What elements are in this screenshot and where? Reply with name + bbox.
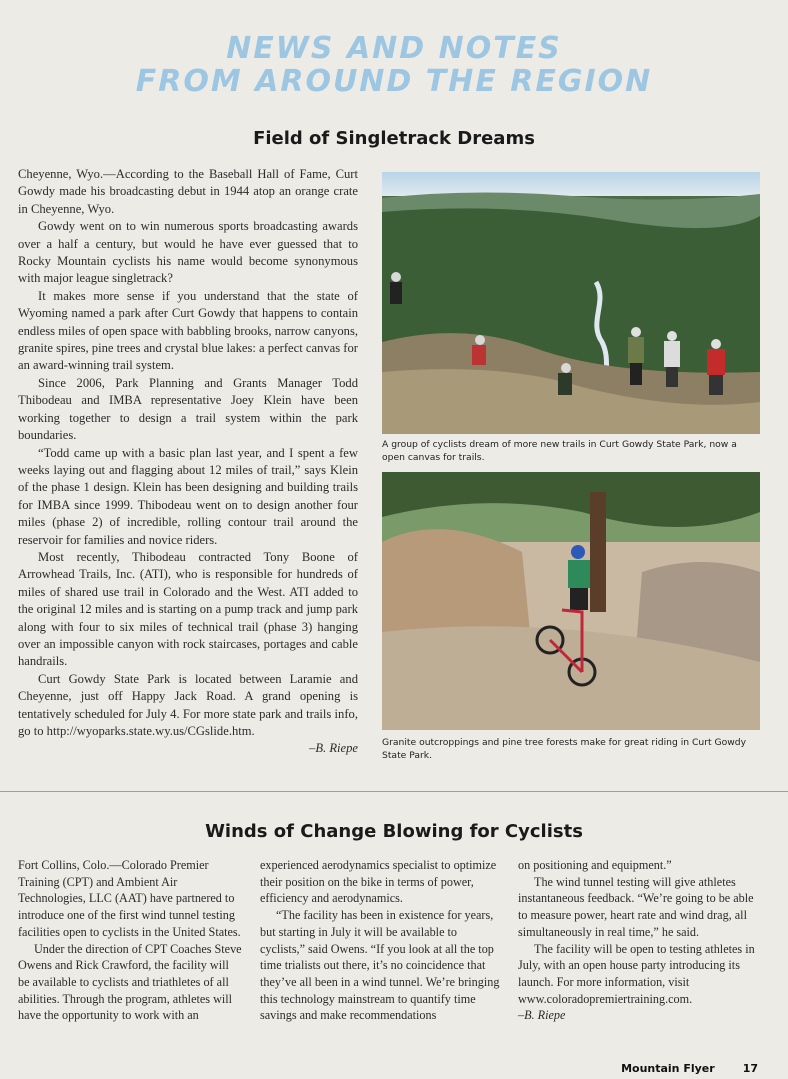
- article2-paragraph: Fort Collins, Colo.—Colorado Premier Training (CPT) and Ambient Air Technologies, LLC (AAT) have partnered to introduce one of the first wind tunnel testing facilities open to cyclists in the United States.: [18, 858, 241, 939]
- article2-paragraph: The facility will be open to testing athletes in July, with an open house party introducing its launch. For more information, visit www.coloradopremiertraining.com.: [518, 941, 755, 1006]
- article1-paragraph: It makes more sense if you understand that the state of Wyoming named a park after Curt Gowdy that happens to contain endless miles of open space with babbling brooks, narrow canyons, granite spires, pine trees and crystal blue lakes: a perfect canvas for an award-winning trail system.: [18, 288, 358, 373]
- section-divider: [0, 791, 788, 792]
- article1-signature: –B. Riepe: [309, 741, 358, 756]
- page-number: 17: [742, 1062, 758, 1075]
- page-footer: [621, 1062, 758, 1075]
- article1-body: [18, 166, 358, 758]
- photo2-caption: Granite outcroppings and pine tree forests make for great riding in Curt Gowdy State Park.: [382, 737, 747, 761]
- article1-paragraph: Gowdy went on to win numerous sports broadcasting awards over a half a century, but would he have ever guessed that to Rocky Mountain cyclists his name would become synonymous with major league singletrack?: [18, 219, 358, 286]
- article2-paragraph: on positioning and equipment.”: [518, 858, 672, 872]
- article2-column-3: [518, 857, 762, 1024]
- article2-column-2: [260, 857, 500, 1024]
- article2-paragraph: experienced aerodynamics specialist to optimize their position on the bike in terms of power, efficiency and aerodynamics.: [260, 858, 497, 906]
- magazine-name: Mountain Flyer: [621, 1062, 715, 1075]
- article1-paragraph: Most recently, Thibodeau contracted Tony Boone of Arrowhead Trails, Inc. (ATI), who is responsible for hundreds of miles of shared use trail in Colorado and the West. ATI added to the original 12 miles and is starting on a pump track and jump park along with four to six miles of technical trail (phase 3) hanging over an impossible canyon with rock staircases, portages and cable handrails.: [18, 549, 358, 669]
- article2-title: Winds of Change Blowing for Cyclists: [205, 821, 583, 842]
- article1-paragraph: “Todd came up with a basic plan last year, and I spent a few weeks laying out and flagging about 12 miles of trail,” says Klein of the phase 1 design. Klein has been designing and building trails for IMBA since 1999. Thibodeau went on to design another four miles (phase 2) of incredible, rolling contour trail around the reservoir for families and novice riders.: [18, 445, 358, 547]
- article1-title: Field of Singletrack Dreams: [253, 128, 535, 149]
- article1-paragraph: Since 2006, Park Planning and Grants Manager Todd Thibodeau and IMBA representative Joey Klein have been working together to design a trail system within the park boundaries.: [18, 375, 358, 443]
- article2-paragraph: Under the direction of CPT Coaches Steve Owens and Rick Crawford, the facility will be available to cyclists and triathletes of all abilities. Through the program, athletes will have the opportunity to work with an: [18, 941, 242, 1023]
- cyclists-overlook-photo: [382, 172, 760, 434]
- section-header-line1: NEWS AND NOTES: [226, 31, 562, 66]
- article1-paragraph: Cheyenne, Wyo.—According to the Baseball Hall of Fame, Curt Gowdy made his broadcasting debut in 1944 atop an orange crate in Cheyenne, Wyo.: [18, 167, 358, 216]
- article2-paragraph: “The facility has been in existence for years, but starting in July it will be available to cyclists,” said Owens. “If you look at all the top time trialists out there, it’s no coincidence that they’ve all been in a wind tunnel. We’re bringing this technology mainstream to quantify time savings and make recommendations: [260, 908, 500, 1023]
- article1-paragraph: Curt Gowdy State Park is located between Laramie and Cheyenne, just off Happy Jack Road. A grand opening is tentatively scheduled for July 4. For more state park and trails info, go to http://wyoparks.state.wy.us/CGslide.htm.: [18, 671, 358, 738]
- section-header-line2: FROM AROUND THE REGION: [135, 64, 653, 99]
- article2-column-1: [18, 857, 242, 1024]
- article2-paragraph: The wind tunnel testing will give athletes instantaneous feedback. “We’re going to be able to measure power, heart rate and wind drag, all simultaneously in real time,” he said.: [518, 874, 754, 939]
- photo1-caption: A group of cyclists dream of more new trails in Curt Gowdy State Park, now a open canvas for trails.: [382, 439, 737, 463]
- article2-signature: –B. Riepe: [518, 1008, 566, 1023]
- rider-granite-photo: [382, 472, 760, 730]
